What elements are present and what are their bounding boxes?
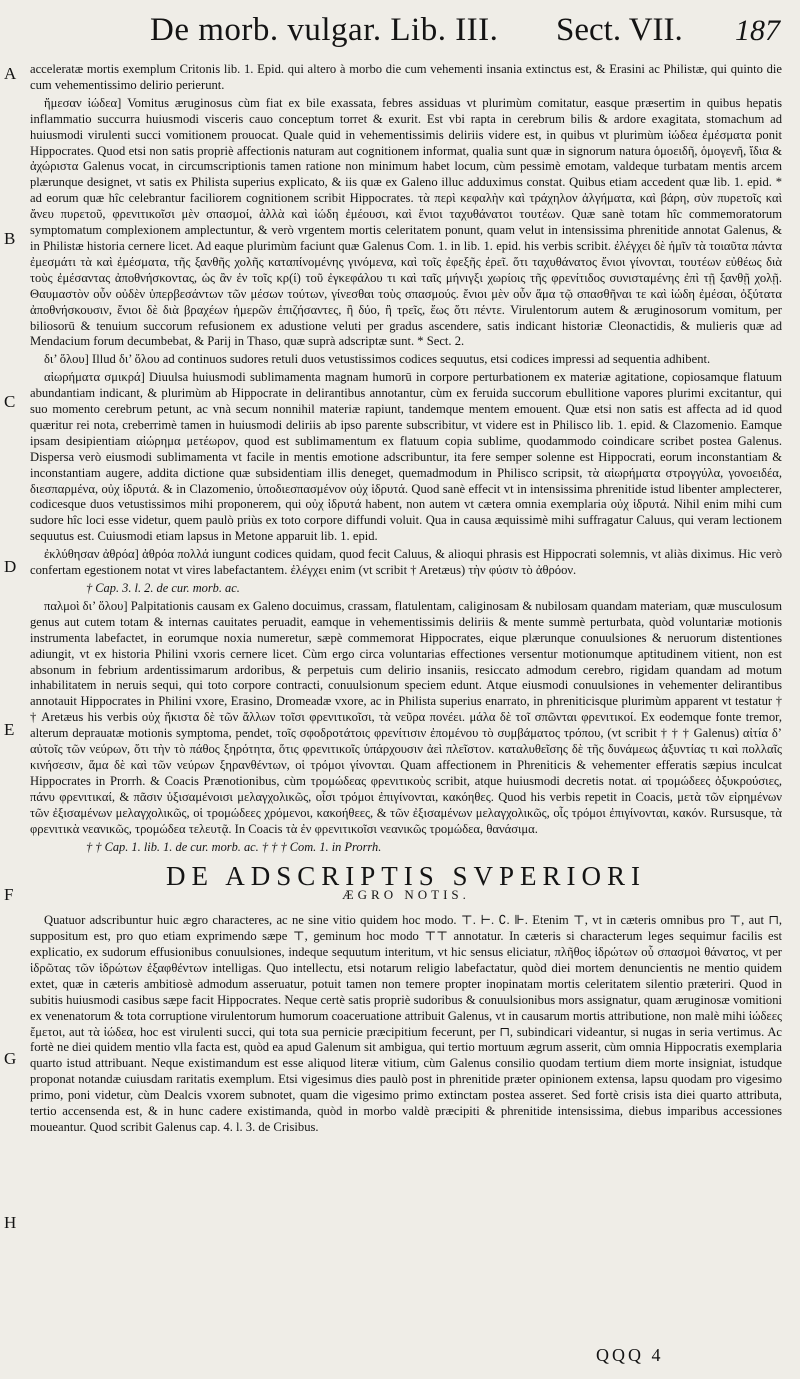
paragraph-di-holou: δι’ ὅλου] Illud δι’ ὅλου ad continuos sudores retuli duos vetustissimos codices sequutus, etsi codices impressi ad sequentia adhibent. bbox=[44, 352, 711, 367]
margin-letter-c: C bbox=[4, 392, 16, 411]
footnote-aretaeus: † Cap. 3. l. 2. de cur. morb. ac. bbox=[86, 581, 240, 595]
page-header bbox=[150, 12, 790, 58]
margin-letter-d: D bbox=[4, 557, 17, 576]
page-number: 187 bbox=[735, 14, 780, 47]
paragraph-critonis: acceleratæ mortis exemplum Critonis lib. 1. Epid. qui altero à morbo die cum vehementi insania extinctus est, & Erasini ac Philistæ, qui quinto die cum vehementissimo delirio perierunt. bbox=[30, 62, 782, 92]
paragraph-palpitationis: παλμοὶ δι’ ὅλου] Palpitationis causam ex Galeno docuimus, crassam, flatulentam, caliginosam & nubilosam quandam materiam, quæ musculosum genus aut cutem totam & internas cauitates peruadit, eamque in vehementissimis deliriis & mente summè perturbata, quòd voluntariæ motionis instrumenta labefactet, in eorumque noxia numeretur, sæpè commemorat Hippocrates, eique plærunque conuulsiones & neruorum distentiones adiungit, vt ex historia Philini vxoris cernere licet. Cùm ergo circa voluntarias effectiones versentur motionumque aptitudinem vitient, non est absonum in febrium ardentissimarum ardoribus, & perpetuis cum delirio insaniis, resiccato admodum cerebro, rigidam quandam ad motum inhabilitatem in neruis sequi, qui toto corpore contracti, conuulsionum speciem edunt. Atque eiusmodi conuulsiones in vehementer delirantibus annotauit Hippocrates in Philini vxore, Erasino, Dromeadæ vxore, ac in Philista superius enarrato, in phreniticisque plurimùm apparent vt testatur † † Aretæus his verbis οὐχ ἥκιστα δὲ τῶν ἄλλων τοῖσι φρενιτικοῖσι, τὰ νεῦρα πονέει. μάλα δὲ τοῖ σπῶνται φρενιτικοί. Ex eodemque fonte tremor, alterum deprauatæ motionis symptoma, pendet, τοῖς σφοδροτάτοις φρενίτισιν ἐπομένου τὸ συμβάματος τρόπου, (vt scribit † † † Galenus) αἰτία δ’ αὐτοῖς τῶν νεύρων, ὅτι τὴν τὸ πάθος ξηρότητα, ὅτις φρενιτικοῖς ὑπάρχουσιν ἀεὶ πλεῖστον. καταλυθεῖσης δὲ τῆς δυνάμεως ἀξυντίας τι καὶ πολλαῖς κινήσεσιν, ἅμα δὲ καὶ τῶν νεύρων ξηρανθέντων, οἱ τρόμοι γίνονται. Quam affectionem in Phreniticis & vehementer efferatis sæpius inculcat Hippocrates in Prorrh. & Coacis Prænotionibus, cùm τρομώδεας φρενιτικοὺς scribit, atque huiusmodi decretis notat. αἱ τρομώδεες ὀξυκρούσιες, πάνυ φρενιτικαί, & πᾶσιν ὑξισαμένοισι μελαγχολικῶς, οἷσι τρόμοι ἐπιγίνονται, κακόηθες. Quod his verbis repetit in Coacis, μετὰ τῶν εἰρημένων τῶν ἐξισαμένων μελαγχολικῶς, οἱ τρομώδεες χρόμενοι, κακοήθεες, & τῶν ἐξισαμένων μελαγχολικῶς, οἷς τρόμοι ἐπιγίνονται, κακόν. Rursusque, τὰ φρενιτικὰ νεανικῶς, τρομώδεα τελευτᾷ. In Coacis τὰ ἐν φρενιτικοῖσι νεανικῶς τρομώδεα, θανάσιμα. bbox=[30, 598, 782, 836]
margin-letter-f: F bbox=[4, 885, 14, 904]
margin-letter-g: G bbox=[4, 1049, 17, 1068]
signature-mark: QQQ 4 bbox=[596, 1345, 664, 1365]
main-text bbox=[30, 62, 782, 1138]
margin-letter-b: B bbox=[4, 229, 16, 248]
margin-letter-e: E bbox=[4, 720, 15, 739]
margin-letter-h: H bbox=[4, 1213, 17, 1232]
paragraph-sublimamenta: αἰωρήματα σμικρά] Diuulsa huiusmodi sublimamenta magnam humorū in corpore perturbationem ex materiæ agitatione, copiosamque flatuum abundantiam indicant, & plurimùm ab Hippocrate in delirantibus annotantur, cùm ex feruida succorum ebullitione vapores plurimi excitantur, qui suo momento cerebrum petunt, ac vnà secum nonnihil materiæ rapiunt, tandemque mentem emouent. Quæ etsi non satis est affecta ad id quod quæritur rei nota, creberrimè tamen in huiusmodi deliriis ab ipso parente subscribitur, vt videre est in Philisco lib. 1. epid. & Clazomenio. Eamque ipsam desipientiam αἰώρημα μετέωρον, quod est sublimamentum ex flatuum copia sublime, quodammodo coindicare scribet postea Galenus. Dispersa verò eiusmodi sublimamenta vt facile in mentis emotione adscribuntur, ita fere semper solenne est Hippocrati, eorum inconstantiam & inconstantiam augere, addita dictione quæ subsidentiam illis deneget, quemadmodum in Philisco scripsit, τὰ αἰωρήματα στρογγύλα, γονοειδέα, διεσπαρμένα, οὐχ ἱδρυτά. & in Clazomenio, ὑποδιεσπασμένον οὐχ ἱδρυτά. Quod sanè effecit vt in intensissima phrenitide istud libenter amplecterer, codicesque duos vetustissimos mihi proponerem, qui οὐχ ἱδρυτά habent, non autem vt cætera omnia exemplaria οὐχ ἱδρυτά. Nihil enim mihi cum sudore hîc loci esse videtur, quem paulò priùs ex toto corpore diffundi voluit. Qua in causa æquissimè mihi suffragatur Caluus, qui veram lectionem sequutus est. Cuiusmodi etiam lapsus in Metone apparuit lib. 1. epid. bbox=[30, 370, 782, 544]
section-heading: DE ADSCRIPTIS SVPERIORI bbox=[165, 861, 647, 892]
section-label: Sect. VII. bbox=[556, 12, 683, 48]
paragraph-athroa: ἐκλύθησαν ἀθρόα] ἀθρόα πολλά iungunt codices quidam, quod fecit Caluus, & alioqui phrasis est Hippocrati solemnis, vt aliàs diximus. Hic verò confertam egestionem notat vt vires labefactantem. ἐλέγχει enim (vt scribit † Aretæus) τὴν φύσιν τὸ ἀθρόον. bbox=[30, 547, 782, 578]
section-subheading: ÆGRO NOTIS. bbox=[342, 887, 470, 903]
running-head: De morb. vulgar. Lib. III. bbox=[150, 12, 499, 48]
paragraph-vomitus: ἤμεσαν ἰώδεα] Vomitus æruginosus cùm fiat ex bile exassata, febres assiduas vt plurimùm comitatur, easque præsertim in quibus hepatis inflammatio succurra huiusmodi visceris cauo conceptum torret & exurit. Est vbi rapta in cerebrum bilis & ardore exagitata, stomachum ad huiusmodi virulenti succi vomitionem prouocat. Quale quid in vehementissimis deliriis videre est, in quibus vt plurimùm ἰώδεα ἐμέσματα ponit Hippocrates. Quod etsi non satis propriè affectionis naturam aut cognitionem informat, qualia sunt quæ in signorum natura ὁμοειδῆ, ὁμογενῆ, ἴδια & ἀχώριστα Galenus vocat, in circumscriptionis tamen ratione non minimum habet locum, cùm pessimè emotam, valdeque turbatam mentis arcem plærunque designet, vt satis ex Philista superius explicato, & iis quæ ex Galeno illuc adduximus constat. Quibus etiam accedent quæ lib. 1. epid. * ad eorum quæ hîc celebrantur faciliorem cognitionem scribit Hippocrates. τὰ περὶ κεφαλὴν καὶ τράχηλον ἀλγήματα, καὶ βάρη, σὺν πυρετοῖς καὶ ἄνευ πυρετοῦ, φρενιτικοῖσι μὲν σπασμοί, ἀλλὰ καὶ ἰώδη ἐμέουσι, καὶ ἔνιοι ταχυθάνατοι τουτέων. Quæ sanè totam hîc commemoratorum symptomatum complexionem amplectuntur, & verò vrgentem mortis celeritatem ponunt, quam velut in intensissima phrenitide annotat Galenus, & in Philistæ historia cernere licet. Ad eaque plurimùm faciunt quæ Galenus Com. 1. in lib. 1. epid. his verbis scribit. ἐλέγχει δὲ ἡμῖν τὰ τοιαῦτα πάντα ἐμεσμάτι τὰ καὶ ἐμέσματα, τῆς ξανθῆς χολῆς καταπίνομένης γινόμενα, καὶ τοῖς ἐφεξῆς ἐρεῖ. ὅτι ταχυθάνατος ἔνιοι γίνονται, τουτέων εὐθέως διὰ τοὺς ἐμέσαντας ἀποθνήσκοντας, ὡς ἂν ἐν τοῖς κρ(ί) τοῦ ἐγκεφάλου τι καὶ ταῖς μήνιγξι χωρίοις τῆς φρενίτιδος συνισταμένης ἐπὶ τῇ ξανθῇ χολῇ. Θαυμαστὸν οὖν οὐδὲν ὑπερβεσάντων τῶν μέσων τούτων, γίνεσθαι τοὺς σπασμούς. ἔνιοι μὲν οὖν ἅμα τῷ σπασθῆναι τε καὶ ἰώδη ἐμέσαι, ὀξύτατα ἀποθνήσκουσιν, ἔνιοι δὲ διὰ βραχέων ἡμερῶν ἐπιζήσαντες, ἢ δύο, ἢ τρεῖς, ἕως ὅτι πέντε. Virulentorum autem & æruginosorum vomitum, per biliosorū & tenuium succorum refusionem ex adustione veluti per gradus ascendere, satis indicant historiæ Cleonactidis, & mulieris quæ ad Mendacium forum decumbebat, & Parij in Thaso, quæ suprà adscriptæ sunt. * Sect. 2. bbox=[30, 95, 782, 349]
footnote-galenus: † † Cap. 1. lib. 1. de cur. morb. ac. † † † Com. 1. in Prorrh. bbox=[86, 839, 382, 854]
margin-letter-a: A bbox=[4, 64, 17, 83]
paragraph-characteres: Quatuor adscribuntur huic ægro characteres, ac ne sine vitio quidem hoc modo. ⊤. ⊢. ∁. ⊩. Etenim ⊤, vt in cæteris omnibus pro ⊤, aut ⊓, suppositum est, pro quo etiam exprimendo sæpe ⊤, geminum hoc modo ⊤⊤ annotatur. In cæteris si characterum leges sequimur facilis est explicatio, ex sudorum effusionibus conuulsiones, indeque sequutum interitum, vt hic sensus eliciatur, πλῆθος ἱδρώτων οὗ σπασμοὶ θάνατος, vt per ἱδρῶτας τῶν ἱδρώτων ἐξαφθέντων intelligas. Quo intellectu, etsi notarum religio labefactatur, quòd diei mortem denuncientis ne mentio quidem extet, quæ in cæteris ambitiosè admodum asseruatur, potuit tamen non temere propter inopinatam mortis celeritatem silentio præteriri. Quod in subitis huiusmodi casibus sæpe facit Hippocrates. Neque certè satis propriè sudoribus & conuulsionibus mors assignatur, quam æruginosæ vomitioni ex venenatorum & tota corruptione virulentorum humorum coaceruatione attribuit Galenus, vt in causarum mortis attributione, non malè mihi ἰώδεες ἔμετοι, aut τὰ ἰώδεα, hoc est virulenti succi, qui tota sua pernicie præcipitium fecerunt, per ⊓, subindicari videantur, si nugas in seria vertimus. Ac fortè ne diei quidem mentio vlla facta est, quòd ea apud Galenum sit ambigua, qui tertio mortuum ægrum asserit, cùm omnia Hippocratis exemplaria quarto istud attribuant. Neque existimandum est esse aliquod literæ vitium, cùm Galenus consilio quodam tertium diem morte insigniat, istudque proponat notandæ cuiusdam raritatis exemplum. Etsi vigesimus dies paulò post in phrenitide præter opinionem extensa, lapsu quodam pro vigesimo primo, poni videtur, cùm Dealcis vxorem subnotet, quam die vigesimo primo extinctam postea asseret. Sed fortè crisis ista diei quarto attributa, tertio accensenda est, & in hunc cadere existimanda, quòd in morbo valdè præcipiti & phrenitide intensissima, diebus imparibus accessiones moueantur. Quod scribit Galenus cap. 4. l. 3. de Crisibus. bbox=[30, 913, 782, 1134]
